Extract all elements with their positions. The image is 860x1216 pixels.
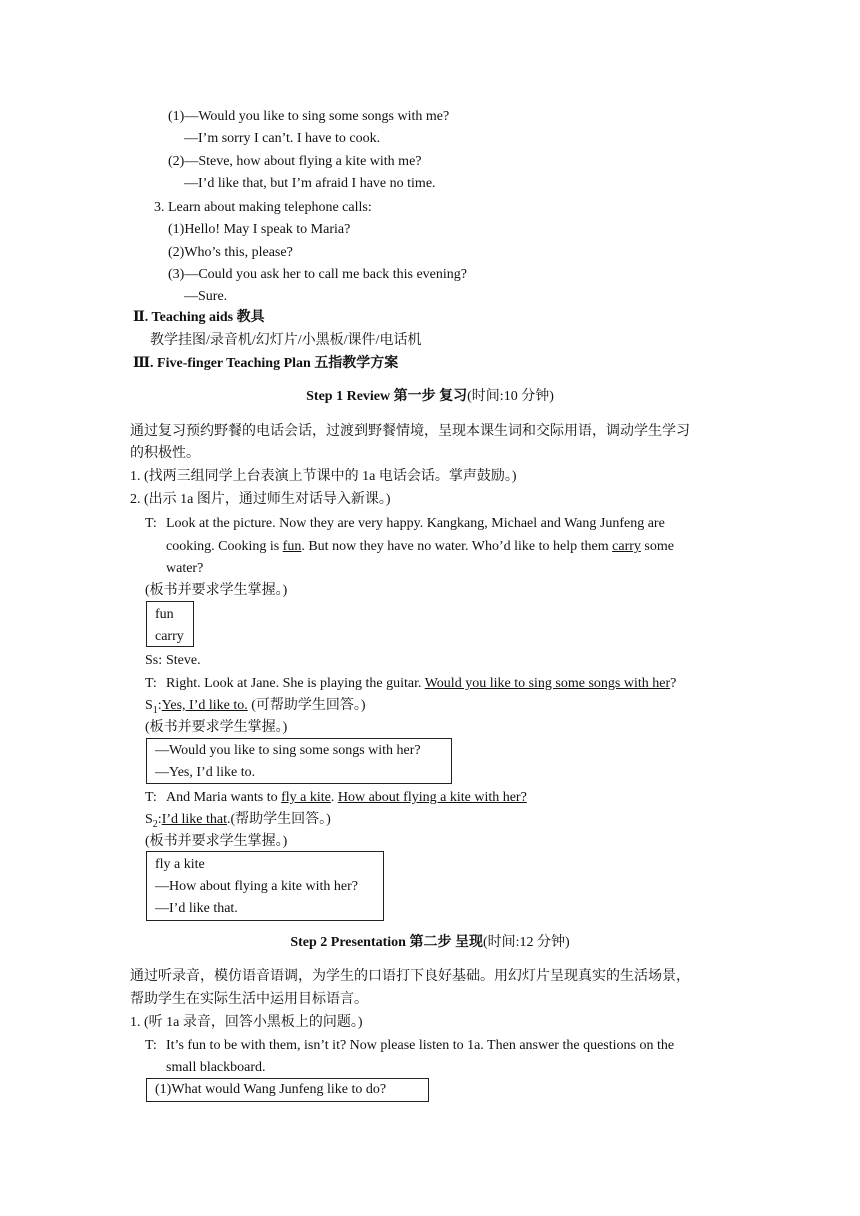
example-1-reply: —I’m sorry I can’t. I have to cook. [184, 131, 381, 146]
step-2-time: (时间:12 分钟) [482, 935, 570, 950]
step-1-item-2: 2. (出示 1a 图片，通过师生对话导入新课。) [130, 492, 391, 507]
five-finger-plan-heading: Ⅲ. Five-finger Teaching Plan 五指教学方案 [133, 356, 399, 371]
teacher-line-2 [145, 673, 676, 695]
board-line: fly a kite [155, 857, 205, 872]
text-segment: . But now they have no water. Who’d like to help them [301, 539, 613, 554]
step-1-intro-line-2: 的积极性。 [130, 446, 200, 461]
board-line: —Yes, I’d like to. [155, 765, 256, 780]
underlined-phrase: Would you like to sing some songs with her [424, 676, 671, 691]
board-line: —Would you like to sing some songs with her? [155, 743, 421, 758]
speaker-label: T: [145, 676, 157, 691]
teacher-line-4-cont: small blackboard. [166, 1060, 266, 1075]
speaker-label: S [145, 812, 153, 827]
speaker-label: S [145, 698, 153, 713]
teacher-line-1-text: Look at the picture. Now they are very happy. Kangkang, Michael and Wang Junfeng are [166, 516, 665, 531]
underlined-phrase: Yes, I’d like to. [161, 698, 248, 713]
item-3-telephone: 3. Learn about making telephone calls: [154, 200, 372, 215]
step-2-title: Step 2 Presentation 第二步 呈现 [290, 935, 483, 950]
teaching-aids-list: 教学挂图/录音机/幻灯片/小黑板/课件/电话机 [150, 333, 422, 348]
text-segment: some [640, 539, 674, 554]
student-2-line [145, 809, 331, 831]
students-line [145, 650, 201, 672]
board-box-invitation [146, 738, 452, 784]
call-line-3-reply: —Sure. [184, 289, 228, 304]
step-1-item-1: 1. (找两三组同学上台表演上节课中的 1a 电话会话。掌声鼓励。) [130, 469, 517, 484]
step-2-intro-line-1: 通过听录音，模仿语音语调，为学生的口语打下良好基础。用幻灯片呈现真实的生活场景， [130, 969, 690, 984]
step-1-title: Step 1 Review 第一步 复习 [306, 389, 468, 404]
teacher-line-4-text: It’s fun to be with them, isn’t it? Now please listen to 1a. Then answer the questions on the [166, 1038, 675, 1053]
step-1-time: (时间:10 分钟) [467, 389, 554, 404]
step-1-intro-line-1: 通过复习预约野餐的电话会话，过渡到野餐情境，呈现本课生词和交际用语，调动学生学习 [130, 424, 690, 439]
underlined-phrase: I’d like that [161, 812, 227, 827]
speaker-label: T: [145, 790, 157, 805]
text-segment: .(帮助学生回答。) [227, 812, 331, 827]
text-segment: (可帮助学生回答。) [247, 698, 366, 713]
step-2-item-1: 1. (听 1a 录音，回答小黑板上的问题。) [130, 1015, 363, 1030]
teaching-aids-heading: Ⅱ. Teaching aids 教具 [133, 310, 265, 325]
underlined-word-carry: carry [612, 539, 641, 554]
teacher-line-1-cont [166, 536, 674, 558]
teacher-line-3 [145, 787, 527, 809]
call-line-3: (3)—Could you ask her to call me back this evening? [168, 267, 467, 282]
step-2-heading [0, 932, 860, 954]
example-1: (1)—Would you like to sing some songs with me? [168, 109, 450, 124]
speaker-label: T: [145, 1038, 157, 1053]
underlined-phrase: How about flying a kite with her? [337, 790, 527, 805]
student-1-line [145, 695, 366, 717]
speaker-colon: : [157, 698, 162, 713]
call-line-2: (2)Who’s this, please? [168, 245, 293, 260]
text-segment: And Maria wants to [166, 790, 282, 805]
example-2-reply: —I’d like that, but I’m afraid I have no time. [184, 176, 436, 191]
text-segment: Right. Look at Jane. She is playing the guitar. [166, 676, 425, 691]
blackboard-question: (1)What would Wang Junfeng like to do? [155, 1082, 387, 1097]
speaker-label: T: [145, 516, 157, 531]
blackboard-question-box [146, 1078, 429, 1102]
teacher-line-1-end: water? [166, 561, 204, 576]
text-segment: cooking. Cooking is [166, 539, 283, 554]
board-note-2: (板书并要求学生掌握。) [145, 720, 288, 735]
call-line-1: (1)Hello! May I speak to Maria? [168, 222, 351, 237]
underlined-phrase: fly a kite [281, 790, 331, 805]
board-box-vocab [146, 601, 194, 647]
board-word: fun [155, 607, 174, 622]
teacher-line-4 [145, 1035, 674, 1057]
students-line-text: Steve. [166, 653, 201, 668]
board-note-3: (板书并要求学生掌握。) [145, 834, 288, 849]
text-segment: . [330, 790, 338, 805]
speaker-colon: : [157, 812, 162, 827]
board-box-suggestion [146, 851, 384, 921]
speaker-label: Ss: [145, 653, 163, 668]
speaker-subscript: 1 [152, 704, 158, 716]
step-1-heading [0, 386, 860, 408]
underlined-word-fun: fun [282, 539, 302, 554]
example-2: (2)—Steve, how about flying a kite with me? [168, 154, 422, 169]
board-note-1: (板书并要求学生掌握。) [145, 583, 288, 598]
text-segment: ? [670, 676, 677, 691]
board-line: —How about flying a kite with her? [155, 879, 358, 894]
teacher-line-1 [145, 513, 665, 535]
speaker-subscript: 2 [152, 818, 158, 830]
step-2-intro-line-2: 帮助学生在实际生活中运用目标语言。 [130, 992, 368, 1007]
board-word: carry [155, 629, 184, 644]
board-line: —I’d like that. [155, 901, 238, 916]
